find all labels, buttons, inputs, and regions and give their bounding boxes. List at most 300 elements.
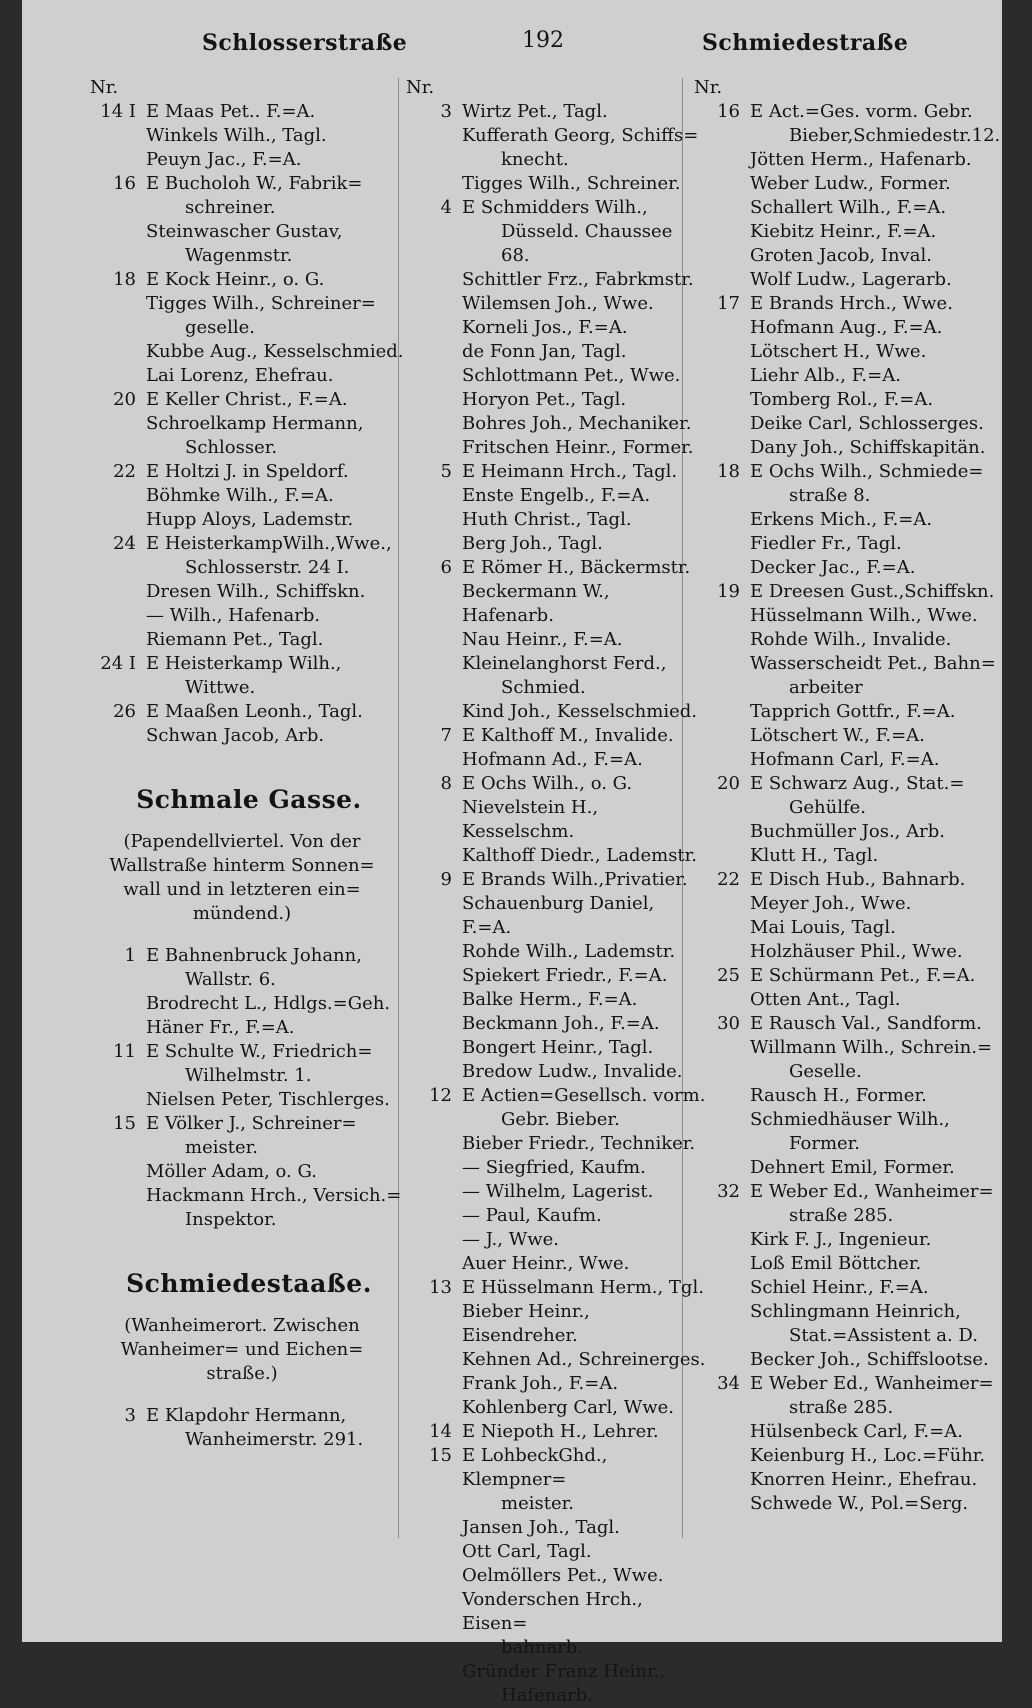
entry-text: Tigges Wilh., Schreiner= xyxy=(146,293,376,314)
entry-text: — Paul, Kaufm. xyxy=(462,1205,602,1226)
entry-text: Kehnen Ad., Schreinerges. xyxy=(462,1349,706,1370)
resident-entry xyxy=(90,412,408,436)
resident-entry xyxy=(694,916,1004,940)
resident-entry xyxy=(694,604,1004,628)
entry-text: Hupp Aloys, Lademstr. xyxy=(146,509,354,530)
entry-text: Wittwe. xyxy=(185,677,256,698)
house-entry xyxy=(90,460,408,484)
entry-text: E Klapdohr Hermann, xyxy=(146,1405,347,1426)
entry-text: Willmann Wilh., Schrein.= xyxy=(750,1037,993,1058)
entry-text: Wirtz Pet., Tagl. xyxy=(462,101,608,122)
section-title: Schmiedestaaße. xyxy=(126,1269,372,1298)
entry-text: Decker Jac., F.=A. xyxy=(750,557,916,578)
entry-text: Huth Christ., Tagl. xyxy=(462,509,632,530)
house-entry xyxy=(90,388,408,412)
resident-entry xyxy=(406,1204,706,1228)
resident-entry xyxy=(406,700,706,724)
entry-text: Buchmüller Jos., Arb. xyxy=(750,821,945,842)
entry-text: Beckmann Joh., F.=A. xyxy=(462,1013,660,1034)
house-number: 15 xyxy=(429,1445,452,1466)
resident-entry xyxy=(90,580,408,604)
resident-entry xyxy=(694,172,1004,196)
entry-continuation xyxy=(90,436,408,460)
entry-text: Bieber Heinr., Eisendreher. xyxy=(462,1301,590,1346)
entry-text: Nievelstein H., Kesselschm. xyxy=(462,797,599,842)
entry-text: Hüsselmann Wilh., Wwe. xyxy=(750,605,978,626)
entry-text: Former. xyxy=(789,1133,861,1154)
house-entry xyxy=(694,1180,1004,1204)
entry-text: E Schmidders Wilh., xyxy=(462,197,648,218)
resident-entry xyxy=(406,940,706,964)
resident-entry xyxy=(406,268,706,292)
entry-text: E Weber Ed., Wanheimer= xyxy=(750,1373,994,1394)
house-number: 24 xyxy=(113,533,136,554)
house-entry xyxy=(406,724,706,748)
entry-text: Kleinelanghorst Ferd., xyxy=(462,653,667,674)
resident-entry xyxy=(90,1184,408,1208)
entry-continuation xyxy=(90,244,408,268)
resident-entry xyxy=(694,340,1004,364)
entry-text: Knorren Heinr., Ehefrau. xyxy=(750,1469,978,1490)
entry-text: Schwede W., Pol.=Serg. xyxy=(750,1493,969,1514)
entry-text: E Holtzi J. in Speldorf. xyxy=(146,461,349,482)
house-entry xyxy=(406,1420,706,1444)
house-number: 24 I xyxy=(100,653,136,674)
description-line: Wanheimer= und Eichen= xyxy=(120,1339,364,1360)
resident-entry xyxy=(406,316,706,340)
resident-entry xyxy=(694,268,1004,292)
entry-text: Häner Fr., F.=A. xyxy=(146,1017,295,1038)
resident-entry xyxy=(90,724,408,748)
resident-entry xyxy=(694,748,1004,772)
entry-text: E Actien=Gesellsch. vorm. xyxy=(462,1085,706,1106)
resident-entry xyxy=(694,628,1004,652)
resident-entry xyxy=(406,988,706,1012)
entry-text: Riemann Pet., Tagl. xyxy=(146,629,324,650)
resident-entry xyxy=(406,1300,706,1348)
entry-text: E LohbeckGhd., Klempner= xyxy=(462,1445,608,1490)
entry-continuation xyxy=(406,148,706,172)
house-entry xyxy=(694,580,1004,604)
entry-text: Gründer Franz Heinr., xyxy=(462,1661,666,1682)
entry-text: — Wilh., Hafenarb. xyxy=(146,605,321,626)
entry-text: Otten Ant., Tagl. xyxy=(750,989,901,1010)
house-entry xyxy=(406,868,706,892)
resident-entry xyxy=(694,556,1004,580)
entry-text: Möller Adam, o. G. xyxy=(146,1161,317,1182)
column-1 xyxy=(90,76,408,1616)
entry-text: Keienburg H., Loc.=Führ. xyxy=(750,1445,986,1466)
resident-entry xyxy=(406,436,706,460)
house-number: 20 xyxy=(717,773,740,794)
house-number: 11 xyxy=(113,1041,136,1062)
resident-entry xyxy=(90,292,408,316)
entry-text: Schittler Frz., Fabrkmstr. xyxy=(462,269,694,290)
resident-entry xyxy=(694,844,1004,868)
resident-entry xyxy=(694,1036,1004,1060)
entry-text: Böhmke Wilh., F.=A. xyxy=(146,485,334,506)
resident-entry xyxy=(406,364,706,388)
description-line: (Wanheimerort. Zwischen xyxy=(124,1315,360,1336)
resident-entry xyxy=(406,412,706,436)
resident-entry xyxy=(406,1156,706,1180)
entry-text: Klutt H., Tagl. xyxy=(750,845,879,866)
house-number: 3 xyxy=(440,101,452,122)
house-number: 22 xyxy=(113,461,136,482)
entry-text: Hofmann Carl, F.=A. xyxy=(750,749,940,770)
page-header xyxy=(22,28,1002,68)
entry-text: E Bahnenbruck Johann, xyxy=(146,945,362,966)
resident-entry xyxy=(694,532,1004,556)
entry-continuation xyxy=(694,676,1004,700)
entry-continuation xyxy=(406,1108,706,1132)
house-entry xyxy=(90,172,408,196)
house-entry xyxy=(406,196,706,220)
entry-text: Rohde Wilh., Lademstr. xyxy=(462,941,676,962)
resident-entry xyxy=(406,1396,706,1420)
entry-continuation xyxy=(694,1204,1004,1228)
entry-text: Nau Heinr., F.=A. xyxy=(462,629,623,650)
house-entry xyxy=(90,700,408,724)
resident-entry xyxy=(406,1012,706,1036)
entry-text: E Brands Wilh.,Privatier. xyxy=(462,869,688,890)
house-entry xyxy=(406,1084,706,1108)
resident-entry xyxy=(90,1160,408,1184)
resident-entry xyxy=(90,628,408,652)
entry-list xyxy=(90,100,408,748)
resident-entry xyxy=(406,892,706,940)
entry-text: meister. xyxy=(185,1137,258,1158)
entry-text: Hofmann Ad., F.=A. xyxy=(462,749,643,770)
resident-entry xyxy=(694,1276,1004,1300)
resident-entry xyxy=(406,1132,706,1156)
entry-text: E Schürmann Pet., F.=A. xyxy=(750,965,976,986)
resident-entry xyxy=(694,1420,1004,1444)
entry-text: E Kalthoff M., Invalide. xyxy=(462,725,674,746)
house-entry xyxy=(90,944,408,968)
entry-continuation xyxy=(90,676,408,700)
entry-text: Schwan Jacob, Arb. xyxy=(146,725,325,746)
entry-text: straße 285. xyxy=(789,1397,894,1418)
entry-text: E Rausch Val., Sandform. xyxy=(750,1013,982,1034)
entry-text: Hofmann Aug., F.=A. xyxy=(750,317,943,338)
entry-text: schreiner. xyxy=(185,197,276,218)
entry-text: de Fonn Jan, Tagl. xyxy=(462,341,627,362)
resident-entry xyxy=(90,604,408,628)
entry-text: E Hüsselmann Herm., Tgl. xyxy=(462,1277,704,1298)
house-entry xyxy=(694,460,1004,484)
entry-text: Wanheimerstr. 291. xyxy=(185,1429,364,1450)
entry-text: Schiel Heinr., F.=A. xyxy=(750,1277,929,1298)
entry-continuation xyxy=(406,220,706,268)
resident-entry xyxy=(694,1492,1004,1516)
resident-entry xyxy=(694,244,1004,268)
entry-continuation xyxy=(90,1136,408,1160)
entry-text: Fritschen Heinr., Former. xyxy=(462,437,694,458)
entry-text: arbeiter xyxy=(789,677,863,698)
house-entry xyxy=(406,556,706,580)
nr-label: Nr. xyxy=(694,77,723,98)
entry-text: Schmiedhäuser Wilh., xyxy=(750,1109,950,1130)
entry-text: geselle. xyxy=(185,317,255,338)
entry-continuation xyxy=(90,316,408,340)
entry-continuation xyxy=(694,1396,1004,1420)
resident-entry xyxy=(406,1036,706,1060)
entry-text: E Maaßen Leonh., Tagl. xyxy=(146,701,363,722)
entry-text: E Schulte W., Friedrich= xyxy=(146,1041,373,1062)
entry-text: Nielsen Peter, Tischlerges. xyxy=(146,1089,390,1110)
column-2 xyxy=(406,76,706,1706)
entry-text: Liehr Alb., F.=A. xyxy=(750,365,901,386)
entry-text: Lötschert W., F.=A. xyxy=(750,725,925,746)
entry-text: Vonderschen Hrch., Eisen= xyxy=(462,1589,643,1634)
house-number: 26 xyxy=(113,701,136,722)
entry-text: Rohde Wilh., Invalide. xyxy=(750,629,952,650)
resident-entry xyxy=(406,844,706,868)
resident-entry xyxy=(406,1180,706,1204)
house-number: 6 xyxy=(440,557,452,578)
entry-text: Lai Lorenz, Ehefrau. xyxy=(146,365,334,386)
entry-continuation xyxy=(694,124,1004,148)
entry-text: E Völker J., Schreiner= xyxy=(146,1113,357,1134)
entry-text: Winkels Wilh., Tagl. xyxy=(146,125,327,146)
resident-entry xyxy=(694,1444,1004,1468)
entry-text: Schlottmann Pet., Wwe. xyxy=(462,365,681,386)
house-entry xyxy=(90,268,408,292)
house-number: 17 xyxy=(717,293,740,314)
entry-text: meister. xyxy=(501,1493,574,1514)
entry-text: Geselle. xyxy=(789,1061,862,1082)
entry-text: Deike Carl, Schlosserges. xyxy=(750,413,984,434)
entry-text: Bieber Friedr., Techniker. xyxy=(462,1133,696,1154)
entry-text: Beckermann W., Hafenarb. xyxy=(462,581,610,626)
resident-entry xyxy=(694,412,1004,436)
resident-entry xyxy=(406,124,706,148)
directory-page xyxy=(22,0,1002,1706)
entry-text: Schmied. xyxy=(501,677,586,698)
entry-text: E Dreesen Gust.,Schiffskn. xyxy=(750,581,995,602)
entry-text: Jötten Herm., Hafenarb. xyxy=(750,149,972,170)
house-number: 18 xyxy=(113,269,136,290)
resident-entry xyxy=(406,172,706,196)
entry-text: knecht. xyxy=(501,149,569,170)
house-number: 30 xyxy=(717,1013,740,1034)
description-line: wall und in letzteren ein= xyxy=(123,879,361,900)
house-entry xyxy=(406,100,706,124)
entry-text: Weber Ludw., Former. xyxy=(750,173,951,194)
resident-entry xyxy=(90,484,408,508)
entry-text: Schauenburg Daniel, F.=A. xyxy=(462,893,655,938)
description-line: mündend.) xyxy=(192,903,292,924)
house-entry xyxy=(90,532,408,556)
entry-text: Meyer Joh., Wwe. xyxy=(750,893,912,914)
house-number: 7 xyxy=(440,725,452,746)
resident-entry xyxy=(406,1516,706,1540)
entry-text: Wallstr. 6. xyxy=(185,969,276,990)
entry-text: Korneli Jos., F.=A. xyxy=(462,317,628,338)
house-entry xyxy=(694,964,1004,988)
entry-text: Wilemsen Joh., Wwe. xyxy=(462,293,654,314)
entry-continuation xyxy=(90,556,408,580)
entry-continuation xyxy=(694,1132,1004,1156)
resident-entry xyxy=(406,796,706,844)
entry-text: Oelmöllers Pet., Wwe. xyxy=(462,1565,664,1586)
entry-text: E Römer H., Bäckermstr. xyxy=(462,557,691,578)
entry-text: Wilhelmstr. 1. xyxy=(185,1065,312,1086)
entry-text: — Wilhelm, Lagerist. xyxy=(462,1181,654,1202)
entry-text: E Ochs Wilh., o. G. xyxy=(462,773,633,794)
resident-entry xyxy=(694,1300,1004,1324)
resident-entry xyxy=(694,820,1004,844)
entry-text: Lötschert H., Wwe. xyxy=(750,341,927,362)
entry-text: Brodrecht L., Hdlgs.=Geh. xyxy=(146,993,391,1014)
resident-entry xyxy=(694,316,1004,340)
resident-entry xyxy=(694,892,1004,916)
entry-text: Wasserscheidt Pet., Bahn= xyxy=(750,653,996,674)
entry-text: Schlingmann Heinrich, xyxy=(750,1301,961,1322)
entry-text: Wagenmstr. xyxy=(185,245,293,266)
house-entry xyxy=(406,1276,706,1300)
resident-entry xyxy=(406,964,706,988)
entry-text: E Schwarz Aug., Stat.= xyxy=(750,773,965,794)
entry-text: Hackmann Hrch., Versich.= xyxy=(146,1185,402,1206)
resident-entry xyxy=(406,1348,706,1372)
entry-text: Kind Joh., Kesselschmied. xyxy=(462,701,697,722)
entry-text: Fiedler Fr., Tagl. xyxy=(750,533,902,554)
entry-continuation xyxy=(406,676,706,700)
entry-text: Bohres Joh., Mechaniker. xyxy=(462,413,692,434)
entry-text: Schallert Wilh., F.=A. xyxy=(750,197,947,218)
entry-text: bahnarb. xyxy=(501,1637,584,1658)
house-number: 16 xyxy=(113,173,136,194)
section-title: Schmale Gasse. xyxy=(136,785,362,814)
house-number: 15 xyxy=(113,1113,136,1134)
resident-entry xyxy=(90,508,408,532)
resident-entry xyxy=(694,988,1004,1012)
entry-list xyxy=(90,1404,408,1452)
resident-entry xyxy=(694,1084,1004,1108)
entry-text: Bredow Ludw., Invalide. xyxy=(462,1061,683,1082)
resident-entry xyxy=(694,196,1004,220)
entry-text: E Maas Pet.. F.=A. xyxy=(146,101,316,122)
house-entry xyxy=(694,100,1004,124)
resident-entry xyxy=(694,1252,1004,1276)
entry-text: E Heimann Hrch., Tagl. xyxy=(462,461,678,482)
resident-entry xyxy=(694,1228,1004,1252)
resident-entry xyxy=(694,652,1004,676)
house-entry xyxy=(694,292,1004,316)
entry-text: Groten Jacob, Inval. xyxy=(750,245,932,266)
entry-list xyxy=(694,100,1004,1516)
entry-text: E Keller Christ., F.=A. xyxy=(146,389,348,410)
entry-text: Tapprich Gottfr., F.=A. xyxy=(750,701,956,722)
entry-text: Wolf Ludw., Lagerarb. xyxy=(750,269,952,290)
entry-text: Düsseld. Chaussee 68. xyxy=(501,221,673,266)
entry-text: Kubbe Aug., Kesselschmied. xyxy=(146,341,404,362)
entry-text: Frank Joh., F.=A. xyxy=(462,1373,619,1394)
entry-text: Steinwascher Gustav, xyxy=(146,221,343,242)
description-line: straße.) xyxy=(206,1363,278,1384)
entry-text: Dehnert Emil, Former. xyxy=(750,1157,955,1178)
house-number: 22 xyxy=(717,869,740,890)
entry-list xyxy=(406,100,706,1708)
entry-text: Inspektor. xyxy=(185,1209,277,1230)
entry-text: E HeisterkampWilh.,Wwe., xyxy=(146,533,392,554)
house-number: 14 I xyxy=(100,101,136,122)
entry-continuation xyxy=(406,1636,706,1660)
entry-text: Kohlenberg Carl, Wwe. xyxy=(462,1397,675,1418)
resident-entry xyxy=(694,388,1004,412)
resident-entry xyxy=(90,364,408,388)
entry-text: Erkens Mich., F.=A. xyxy=(750,509,933,530)
resident-entry xyxy=(694,148,1004,172)
resident-entry xyxy=(406,484,706,508)
entry-text: Dresen Wilh., Schiffskn. xyxy=(146,581,366,602)
resident-entry xyxy=(406,628,706,652)
entry-text: Schlosser. xyxy=(185,437,278,458)
house-entry xyxy=(90,1404,408,1428)
entry-text: Kiebitz Heinr., F.=A. xyxy=(750,221,937,242)
resident-entry xyxy=(406,1564,706,1588)
resident-entry xyxy=(406,652,706,676)
nr-label: Nr. xyxy=(406,77,435,98)
house-entry xyxy=(694,868,1004,892)
section-description xyxy=(102,830,382,926)
entry-text: Mai Louis, Tagl. xyxy=(750,917,896,938)
section-description xyxy=(102,1314,382,1386)
house-number: 5 xyxy=(440,461,452,482)
resident-entry xyxy=(406,1540,706,1564)
entry-text: E Heisterkamp Wilh., xyxy=(146,653,342,674)
entry-text: E Act.=Ges. vorm. Gebr. xyxy=(750,101,973,122)
entry-text: — J., Wwe. xyxy=(462,1229,559,1250)
entry-text: Ott Carl, Tagl. xyxy=(462,1541,592,1562)
house-number: 32 xyxy=(717,1181,740,1202)
entry-text: Auer Heinr., Wwe. xyxy=(462,1253,630,1274)
resident-entry xyxy=(694,220,1004,244)
entry-text: Balke Herm., F.=A. xyxy=(462,989,638,1010)
resident-entry xyxy=(406,508,706,532)
house-entry xyxy=(90,1112,408,1136)
entry-text: Holzhäuser Phil., Wwe. xyxy=(750,941,963,962)
entry-list xyxy=(90,944,408,1232)
house-entry xyxy=(406,772,706,796)
nr-label: Nr. xyxy=(90,77,119,98)
resident-entry xyxy=(406,388,706,412)
resident-entry xyxy=(406,748,706,772)
entry-text: E Ochs Wilh., Schmiede= xyxy=(750,461,984,482)
house-entry xyxy=(694,1372,1004,1396)
resident-entry xyxy=(694,1468,1004,1492)
header-left-street: Schlosserstraße xyxy=(202,30,408,56)
entry-text: Jansen Joh., Tagl. xyxy=(462,1517,620,1538)
entry-text: E Disch Hub., Bahnarb. xyxy=(750,869,966,890)
house-number: 25 xyxy=(717,965,740,986)
entry-text: — Siegfried, Kaufm. xyxy=(462,1157,646,1178)
entry-text: Gebr. Bieber. xyxy=(501,1109,620,1130)
entry-text: Loß Emil Böttcher. xyxy=(750,1253,922,1274)
resident-entry xyxy=(694,1156,1004,1180)
resident-entry xyxy=(90,124,408,148)
house-number: 4 xyxy=(440,197,452,218)
resident-entry xyxy=(90,220,408,244)
entry-text: Tigges Wilh., Schreiner. xyxy=(462,173,681,194)
entry-text: Bongert Heinr., Tagl. xyxy=(462,1037,654,1058)
resident-entry xyxy=(90,992,408,1016)
header-right-street: Schmiedestraße xyxy=(702,30,909,56)
resident-entry xyxy=(694,724,1004,748)
resident-entry xyxy=(406,1588,706,1636)
